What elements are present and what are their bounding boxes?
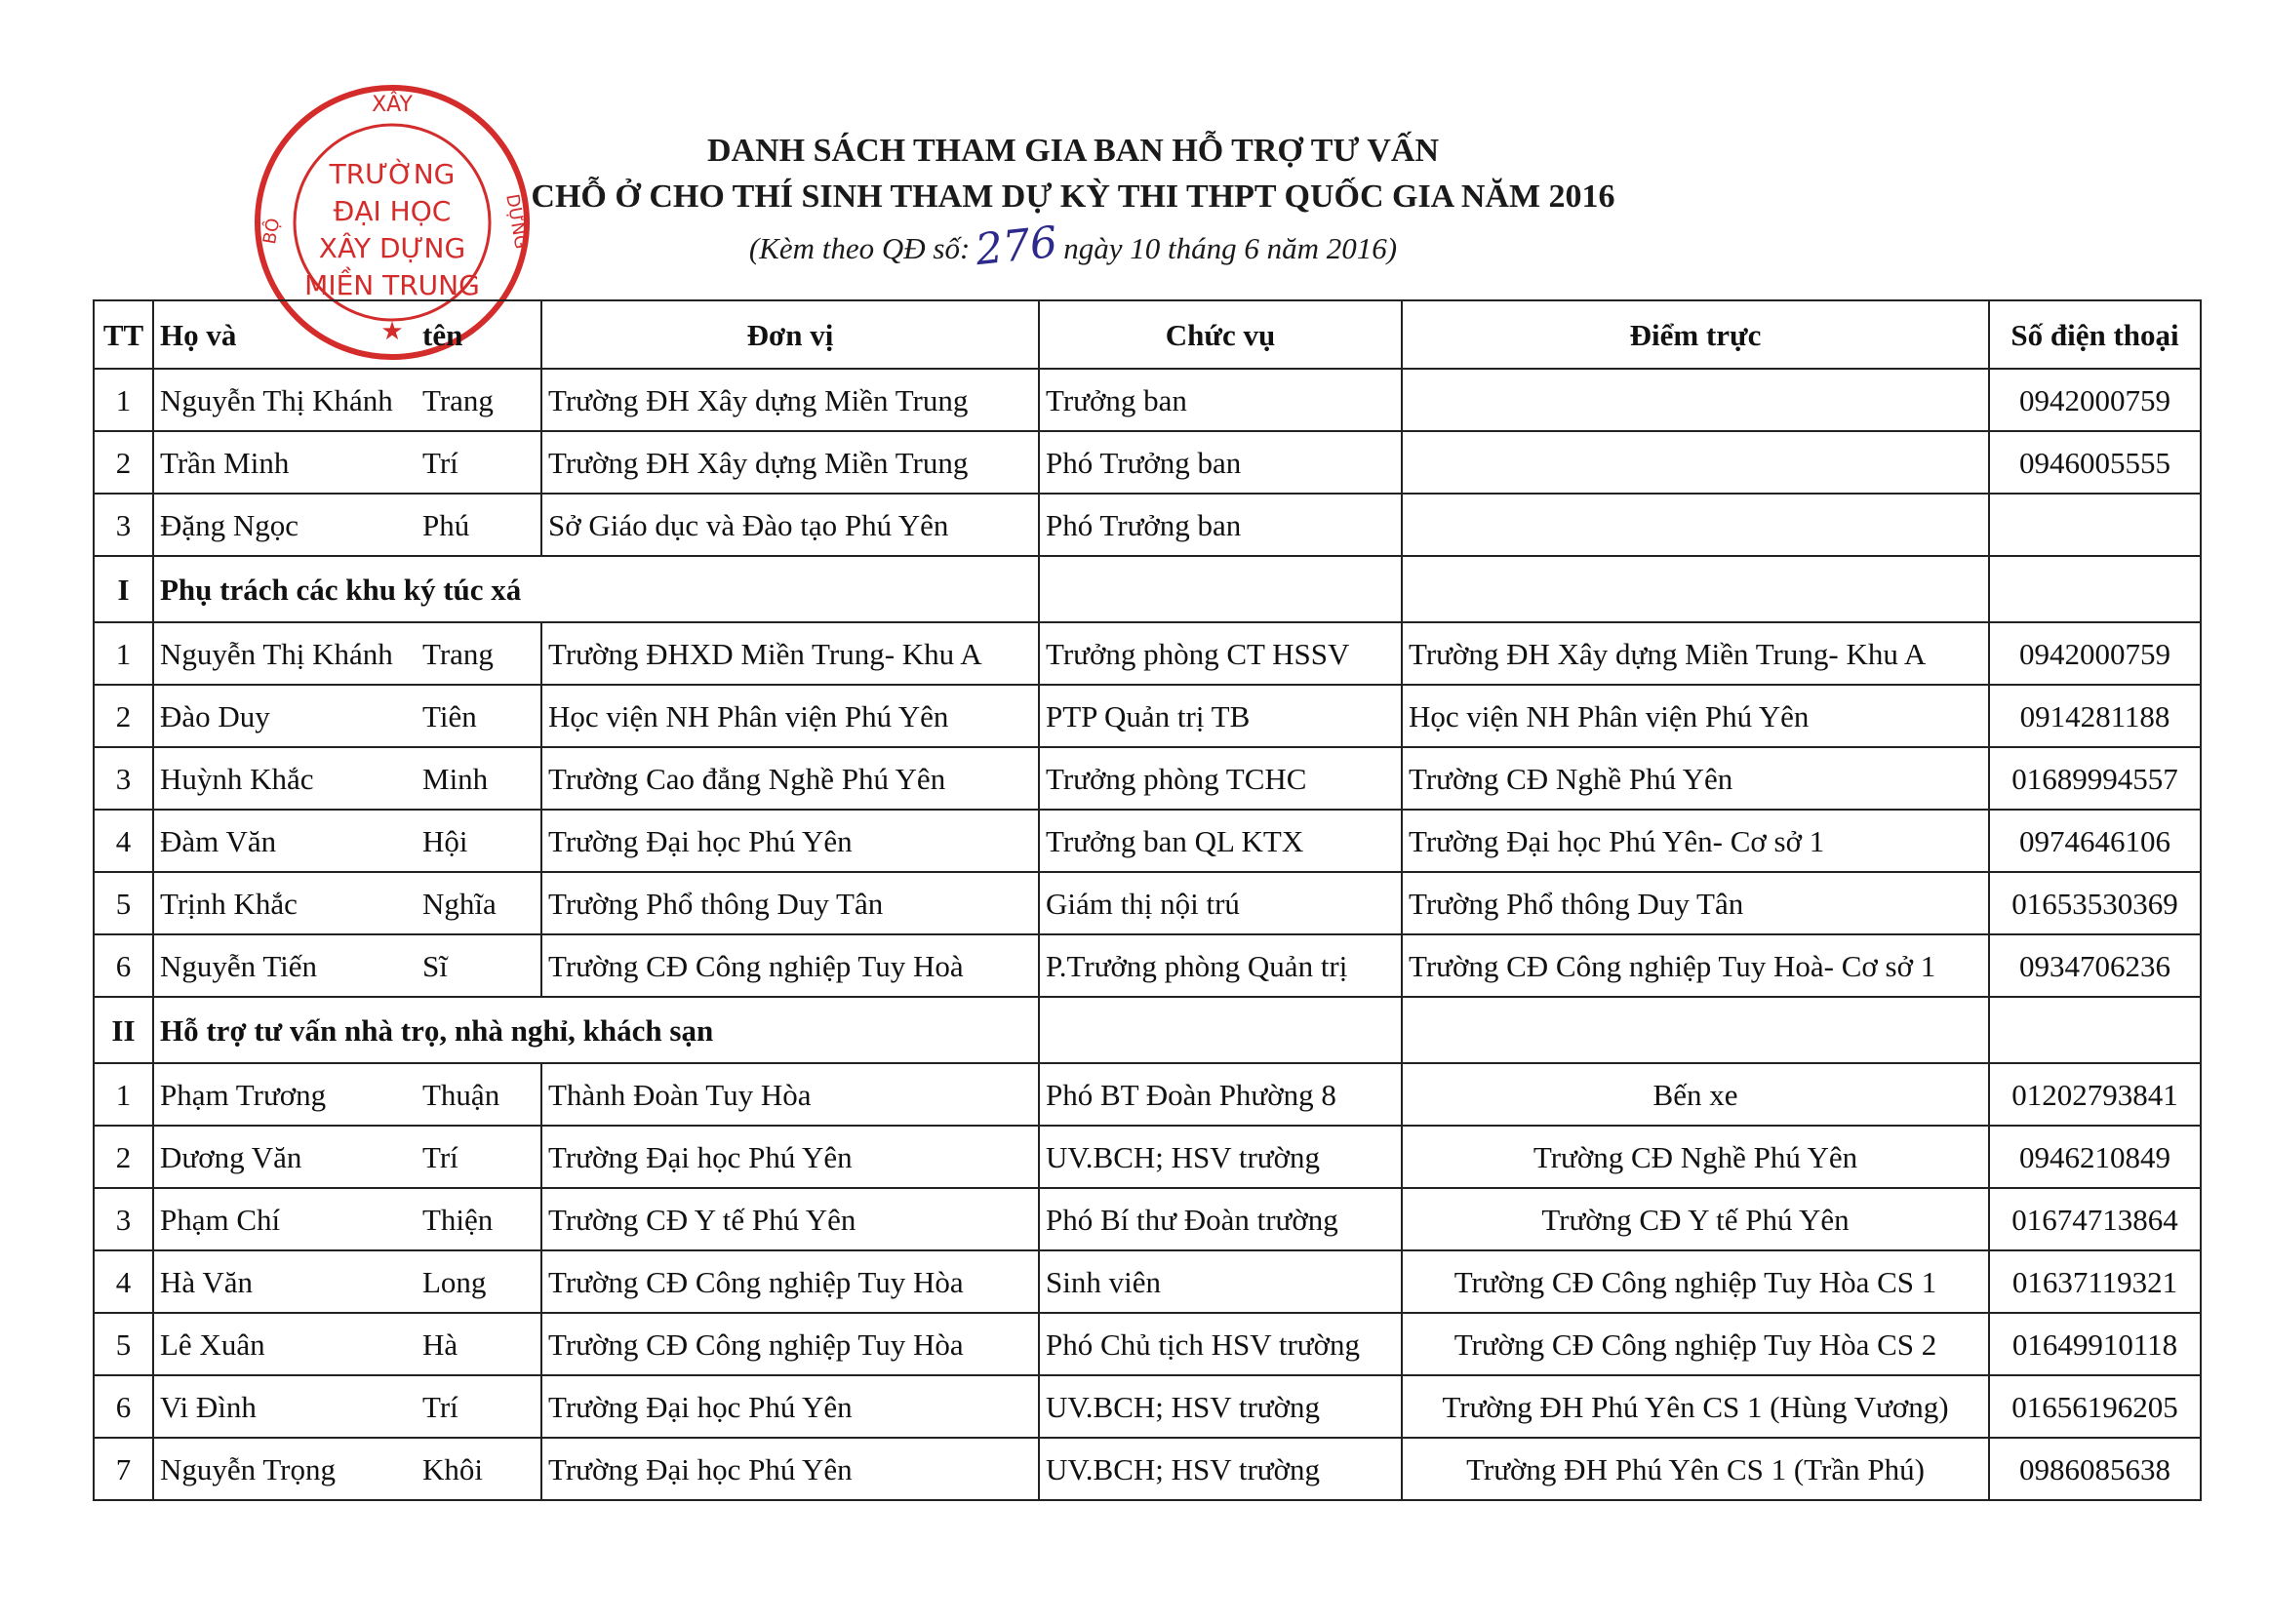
- row-surname: Đặng Ngọc: [153, 494, 422, 556]
- row-unit: Trường ĐH Xây dựng Miền Trung: [541, 431, 1039, 494]
- row-duty-point: [1402, 494, 1989, 556]
- row-phone: 0986085638: [1989, 1438, 2201, 1500]
- row-duty-point: Trường CĐ Công nghiệp Tuy Hòa CS 2: [1402, 1313, 1989, 1375]
- table-row: [94, 369, 2201, 431]
- row-duty-point: Trường Đại học Phú Yên- Cơ sở 1: [1402, 810, 1989, 872]
- row-given-name: Trí: [422, 1375, 541, 1438]
- row-surname: Vi Đình: [153, 1375, 422, 1438]
- row-phone: 0934706236: [1989, 934, 2201, 997]
- table-row: [94, 1063, 2201, 1126]
- section-empty-cell: [1402, 997, 1989, 1063]
- row-duty-point: Bến xe: [1402, 1063, 1989, 1126]
- header-position: Chức vụ: [1039, 300, 1402, 369]
- row-number: 2: [94, 1126, 153, 1188]
- row-duty-point: [1402, 369, 1989, 431]
- stamp-line-2: ĐẠI HỌC: [333, 195, 452, 227]
- row-number: 6: [94, 1375, 153, 1438]
- row-surname: Dương Văn: [153, 1126, 422, 1188]
- section-title: Phụ trách các khu ký túc xá: [153, 556, 1039, 622]
- section-heading-row: [94, 997, 2201, 1063]
- row-number: 1: [94, 1063, 153, 1126]
- header-phone: Số điện thoại: [1989, 300, 2201, 369]
- row-phone: 01653530369: [1989, 872, 2201, 934]
- section-empty-cell: [1039, 556, 1402, 622]
- table-row: [94, 1126, 2201, 1188]
- stamp-line-1: TRƯỜNG: [329, 158, 456, 190]
- row-unit: Trường Cao đẳng Nghề Phú Yên: [541, 747, 1039, 810]
- row-given-name: Nghĩa: [422, 872, 541, 934]
- row-unit: Sở Giáo dục và Đào tạo Phú Yên: [541, 494, 1039, 556]
- row-unit: Trường Đại học Phú Yên: [541, 1438, 1039, 1500]
- row-number: 1: [94, 622, 153, 685]
- table-row: [94, 934, 2201, 997]
- row-position: Phó Bí thư Đoàn trường: [1039, 1188, 1402, 1250]
- row-unit: Trường ĐH Xây dựng Miền Trung: [541, 369, 1039, 431]
- row-duty-point: Trường CĐ Công nghiệp Tuy Hòa CS 1: [1402, 1250, 1989, 1313]
- row-number: 5: [94, 1313, 153, 1375]
- row-phone: 0942000759: [1989, 622, 2201, 685]
- row-duty-point: Trường Phổ thông Duy Tân: [1402, 872, 1989, 934]
- row-position: UV.BCH; HSV trường: [1039, 1438, 1402, 1500]
- table-row: [94, 431, 2201, 494]
- section-heading-row: [94, 556, 2201, 622]
- row-surname: Đàm Văn: [153, 810, 422, 872]
- row-given-name: Thuận: [422, 1063, 541, 1126]
- section-empty-cell: [1989, 997, 2201, 1063]
- row-unit: Trường CĐ Công nghiệp Tuy Hoà: [541, 934, 1039, 997]
- row-position: Giám thị nội trú: [1039, 872, 1402, 934]
- section-empty-cell: [1402, 556, 1989, 622]
- row-given-name: Trang: [422, 622, 541, 685]
- row-number: 4: [94, 810, 153, 872]
- row-surname: Nguyễn Tiến: [153, 934, 422, 997]
- row-position: Trưởng phòng CT HSSV: [1039, 622, 1402, 685]
- row-phone: 0946005555: [1989, 431, 2201, 494]
- row-surname: Trịnh Khắc: [153, 872, 422, 934]
- table-row: [94, 1438, 2201, 1500]
- row-given-name: Hà: [422, 1313, 541, 1375]
- row-position: Trưởng ban QL KTX: [1039, 810, 1402, 872]
- row-duty-point: Trường CĐ Y tế Phú Yên: [1402, 1188, 1989, 1250]
- header-unit: Đơn vị: [541, 300, 1039, 369]
- table-row: [94, 1375, 2201, 1438]
- row-phone: 01674713864: [1989, 1188, 2201, 1250]
- row-given-name: Trang: [422, 369, 541, 431]
- row-number: 3: [94, 1188, 153, 1250]
- row-phone: 01649910118: [1989, 1313, 2201, 1375]
- stamp-line-4: MIỀN TRUNG: [304, 269, 480, 301]
- header-name-last: tên: [422, 300, 541, 369]
- section-roman-numeral: I: [94, 556, 153, 622]
- row-surname: Trần Minh: [153, 431, 422, 494]
- header-tt: TT: [94, 300, 153, 369]
- row-unit: Trường Đại học Phú Yên: [541, 810, 1039, 872]
- row-phone: 0974646106: [1989, 810, 2201, 872]
- table-row: [94, 872, 2201, 934]
- decision-number-handwritten: 276: [973, 217, 1060, 276]
- row-given-name: Phú: [422, 494, 541, 556]
- row-surname: Đào Duy: [153, 685, 422, 747]
- row-surname: Hà Văn: [153, 1250, 422, 1313]
- row-surname: Lê Xuân: [153, 1313, 422, 1375]
- header-name-first: Họ và: [153, 300, 422, 369]
- table-row: [94, 494, 2201, 556]
- row-position: P.Trưởng phòng Quản trị: [1039, 934, 1402, 997]
- row-position: UV.BCH; HSV trường: [1039, 1126, 1402, 1188]
- row-number: 3: [94, 747, 153, 810]
- subtitle-suffix: ngày 10 tháng 6 năm 2016): [1063, 231, 1398, 265]
- stamp-line-3: XÂY DỰNG: [318, 232, 466, 264]
- row-given-name: Long: [422, 1250, 541, 1313]
- row-given-name: Sĩ: [422, 934, 541, 997]
- row-duty-point: Trường CĐ Nghề Phú Yên: [1402, 747, 1989, 810]
- row-unit: Học viện NH Phân viện Phú Yên: [541, 685, 1039, 747]
- row-unit: Trường Đại học Phú Yên: [541, 1126, 1039, 1188]
- row-surname: Nguyễn Thị Khánh: [153, 369, 422, 431]
- row-given-name: Minh: [422, 747, 541, 810]
- row-position: UV.BCH; HSV trường: [1039, 1375, 1402, 1438]
- row-number: 1: [94, 369, 153, 431]
- row-duty-point: Trường CĐ Công nghiệp Tuy Hoà- Cơ sở 1: [1402, 934, 1989, 997]
- document-subtitle: [0, 217, 2146, 276]
- row-unit: Trường Đại học Phú Yên: [541, 1375, 1039, 1438]
- header-duty-point: Điểm trực: [1402, 300, 1989, 369]
- row-position: Phó Chủ tịch HSV trường: [1039, 1313, 1402, 1375]
- staff-table: [93, 299, 2202, 1501]
- row-phone: 01637119321: [1989, 1250, 2201, 1313]
- table-row: [94, 685, 2201, 747]
- row-phone: 0914281188: [1989, 685, 2201, 747]
- row-duty-point: [1402, 431, 1989, 494]
- table-row: [94, 810, 2201, 872]
- row-position: Phó Trưởng ban: [1039, 431, 1402, 494]
- row-surname: Huỳnh Khắc: [153, 747, 422, 810]
- row-duty-point: Học viện NH Phân viện Phú Yên: [1402, 685, 1989, 747]
- row-number: 6: [94, 934, 153, 997]
- row-duty-point: Trường ĐH Phú Yên CS 1 (Trần Phú): [1402, 1438, 1989, 1500]
- row-number: 3: [94, 494, 153, 556]
- row-phone: 0946210849: [1989, 1126, 2201, 1188]
- row-unit: Trường ĐHXD Miền Trung- Khu A: [541, 622, 1039, 685]
- row-phone: [1989, 494, 2201, 556]
- table-row: [94, 1313, 2201, 1375]
- row-number: 5: [94, 872, 153, 934]
- row-position: Trưởng phòng TCHC: [1039, 747, 1402, 810]
- table-row: [94, 1188, 2201, 1250]
- row-phone: 0942000759: [1989, 369, 2201, 431]
- row-duty-point: Trường CĐ Nghề Phú Yên: [1402, 1126, 1989, 1188]
- table-row: [94, 1250, 2201, 1313]
- section-title: Hỗ trợ tư vấn nhà trọ, nhà nghỉ, khách sạn: [153, 997, 1039, 1063]
- row-surname: Nguyễn Trọng: [153, 1438, 422, 1500]
- row-position: Sinh viên: [1039, 1250, 1402, 1313]
- row-unit: Trường Phổ thông Duy Tân: [541, 872, 1039, 934]
- row-given-name: Trí: [422, 431, 541, 494]
- row-phone: 01689994557: [1989, 747, 2201, 810]
- stamp-left-text: BỘ: [259, 217, 285, 246]
- row-phone: 01656196205: [1989, 1375, 2201, 1438]
- row-position: Trưởng ban: [1039, 369, 1402, 431]
- row-duty-point: Trường ĐH Xây dựng Miền Trung- Khu A: [1402, 622, 1989, 685]
- row-given-name: Khôi: [422, 1438, 541, 1500]
- table-header-row: [94, 300, 2201, 369]
- row-number: 4: [94, 1250, 153, 1313]
- stamp-top-text: XÂY: [372, 93, 413, 117]
- row-surname: Phạm Trương: [153, 1063, 422, 1126]
- row-unit: Thành Đoàn Tuy Hòa: [541, 1063, 1039, 1126]
- row-unit: Trường CĐ Công nghiệp Tuy Hòa: [541, 1313, 1039, 1375]
- stamp-right-text: DỰNG: [501, 192, 532, 251]
- row-position: Phó BT Đoàn Phường 8: [1039, 1063, 1402, 1126]
- document-title-line-1: DANH SÁCH THAM GIA BAN HỖ TRỢ TƯ VẤN: [707, 133, 1439, 169]
- row-phone: 01202793841: [1989, 1063, 2201, 1126]
- row-position: Phó Trưởng ban: [1039, 494, 1402, 556]
- section-empty-cell: [1989, 556, 2201, 622]
- row-duty-point: Trường ĐH Phú Yên CS 1 (Hùng Vương): [1402, 1375, 1989, 1438]
- row-surname: Nguyễn Thị Khánh: [153, 622, 422, 685]
- row-unit: Trường CĐ Công nghiệp Tuy Hòa: [541, 1250, 1039, 1313]
- row-given-name: Tiên: [422, 685, 541, 747]
- row-number: 2: [94, 685, 153, 747]
- table-row: [94, 622, 2201, 685]
- row-surname: Phạm Chí: [153, 1188, 422, 1250]
- table-row: [94, 747, 2201, 810]
- row-position: PTP Quản trị TB: [1039, 685, 1402, 747]
- subtitle-prefix: (Kèm theo QĐ số:: [748, 231, 971, 265]
- section-roman-numeral: II: [94, 997, 153, 1063]
- section-empty-cell: [1039, 997, 1402, 1063]
- row-number: 7: [94, 1438, 153, 1500]
- row-given-name: Hội: [422, 810, 541, 872]
- row-given-name: Thiện: [422, 1188, 541, 1250]
- row-given-name: Trí: [422, 1126, 541, 1188]
- document-title-line-2: CHỖ Ở CHO THÍ SINH THAM DỰ KỲ THI THPT QUỐC GIA NĂM 2016: [531, 178, 1615, 215]
- row-unit: Trường CĐ Y tế Phú Yên: [541, 1188, 1039, 1250]
- stamp-star-icon: ★: [380, 317, 404, 346]
- row-number: 2: [94, 431, 153, 494]
